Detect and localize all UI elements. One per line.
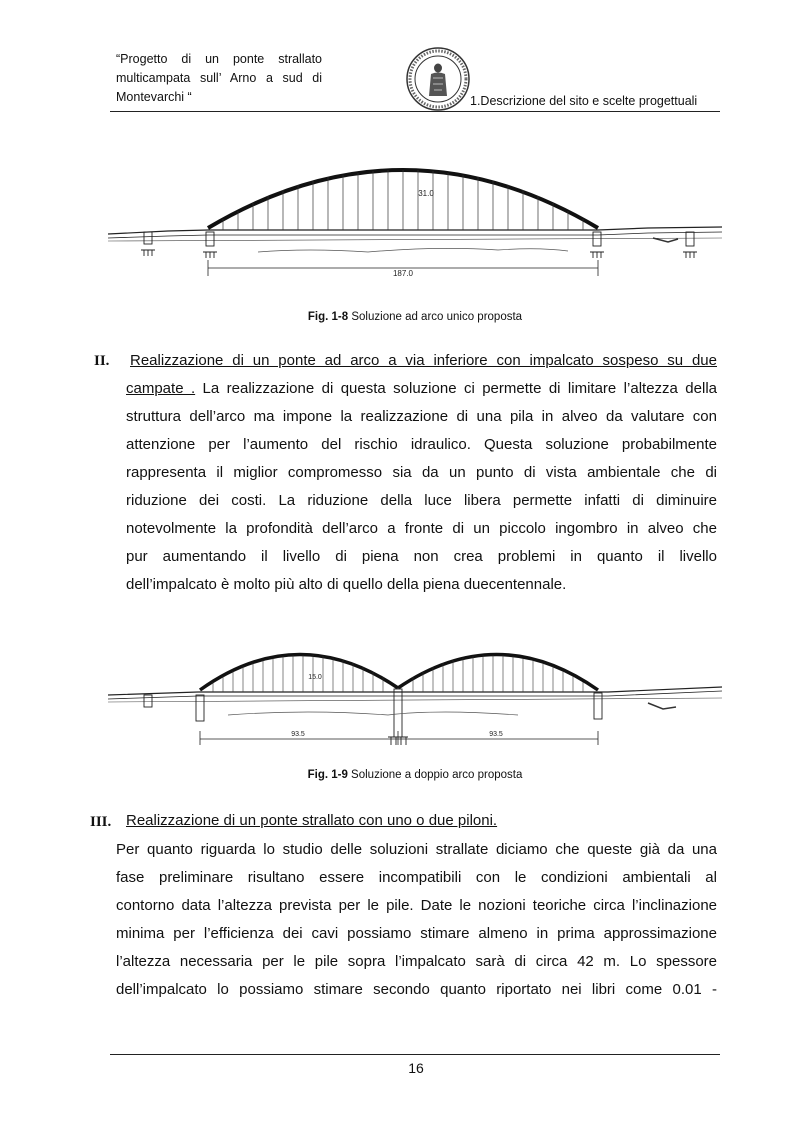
caption-label: Fig. 1-8 [307, 311, 349, 323]
header-rule [110, 111, 720, 112]
header-title-line: “Progetto di un ponte strallato [116, 52, 322, 66]
paragraph-line: rappresenta il miglior compromesso sia da un punto di vista ambientale che di [126, 464, 717, 481]
section-heading: Realizzazione di un ponte strallato con uno o due piloni. [126, 812, 498, 829]
arch-height-label: 15.0 [308, 674, 322, 681]
paragraph-line: campate . La realizzazione di questa soluzione ci permette di limitare l’altezza della [126, 380, 717, 397]
paragraph-line: struttura dell’arco ma impone la realizzazione di una pila in alveo da valutare con [126, 408, 717, 425]
chapter-title: 1.Descrizione del sito e scelte progettuali [470, 94, 698, 108]
paragraph-line: Realizzazione di un ponte ad arco a via inferiore con impalcato sospeso su due [130, 352, 717, 369]
header-title-line: multicampata sull’ Arno a sud di [116, 71, 322, 85]
caption-text: Soluzione ad arco unico proposta [348, 311, 523, 323]
paragraph-line: dell’impalcato è molto più alto di quello della piena duecentennale. [126, 576, 567, 593]
header-title-line: Montevarchi “ [116, 90, 192, 104]
paragraph-line: l’altezza necessaria per le pile sopra l’impalcato sarà di circa 42 m. Lo spessore [116, 953, 717, 970]
paragraph-line: notevolmente la profondità dell’arco a fronte di un piccolo ingombro in alveo che [126, 520, 717, 537]
section-number: II. [94, 353, 110, 369]
paragraph-line: minima per l’efficienza dei cavi possiamo stimare almeno in prima approssimazione [116, 925, 717, 942]
header-title [116, 50, 322, 107]
span-left-label: 93.5 [291, 731, 305, 738]
arch-height-label: 31.0 [418, 189, 434, 198]
figure-caption [108, 769, 722, 781]
paragraph-line: pur aumentando il livello di piena non crea problemi in quanto il livello [126, 548, 717, 565]
section-number: III. [90, 814, 112, 830]
paragraph-line: fase preliminare risultano essere incompatibili con le condizioni ambientali al [116, 869, 717, 886]
figure-caption [108, 311, 722, 323]
section-paragraph [116, 836, 717, 1004]
figure-single-arch [108, 150, 722, 285]
paragraph-line: dell’impalcato lo possiamo stimare secondo quanto riportato nei libri come 0.01 - [116, 981, 717, 998]
page-number: 16 [408, 1060, 424, 1076]
section-paragraph [126, 347, 717, 599]
caption-text: Soluzione a doppio arco proposta [347, 769, 523, 781]
paragraph-line: attenzione per l’aumento del rischio idraulico. Questa soluzione probabilmente [126, 436, 717, 453]
span-label: 187.0 [392, 269, 414, 278]
footer-rule [110, 1054, 720, 1055]
figure-double-arch [108, 645, 722, 755]
span-right-label: 93.5 [489, 731, 503, 738]
paragraph-line: Per quanto riguarda lo studio delle soluzioni strallate diciamo che queste già da una [116, 841, 717, 858]
paragraph-line: riduzione dei costi. La riduzione della luce libera permette infatti di diminuire [126, 492, 717, 509]
university-seal-icon [403, 44, 473, 114]
paragraph-line: contorno data l’altezza prevista per le pile. Date le nozioni teoriche circa l’inclinazione [116, 897, 717, 914]
caption-label: Fig. 1-9 [307, 769, 348, 781]
